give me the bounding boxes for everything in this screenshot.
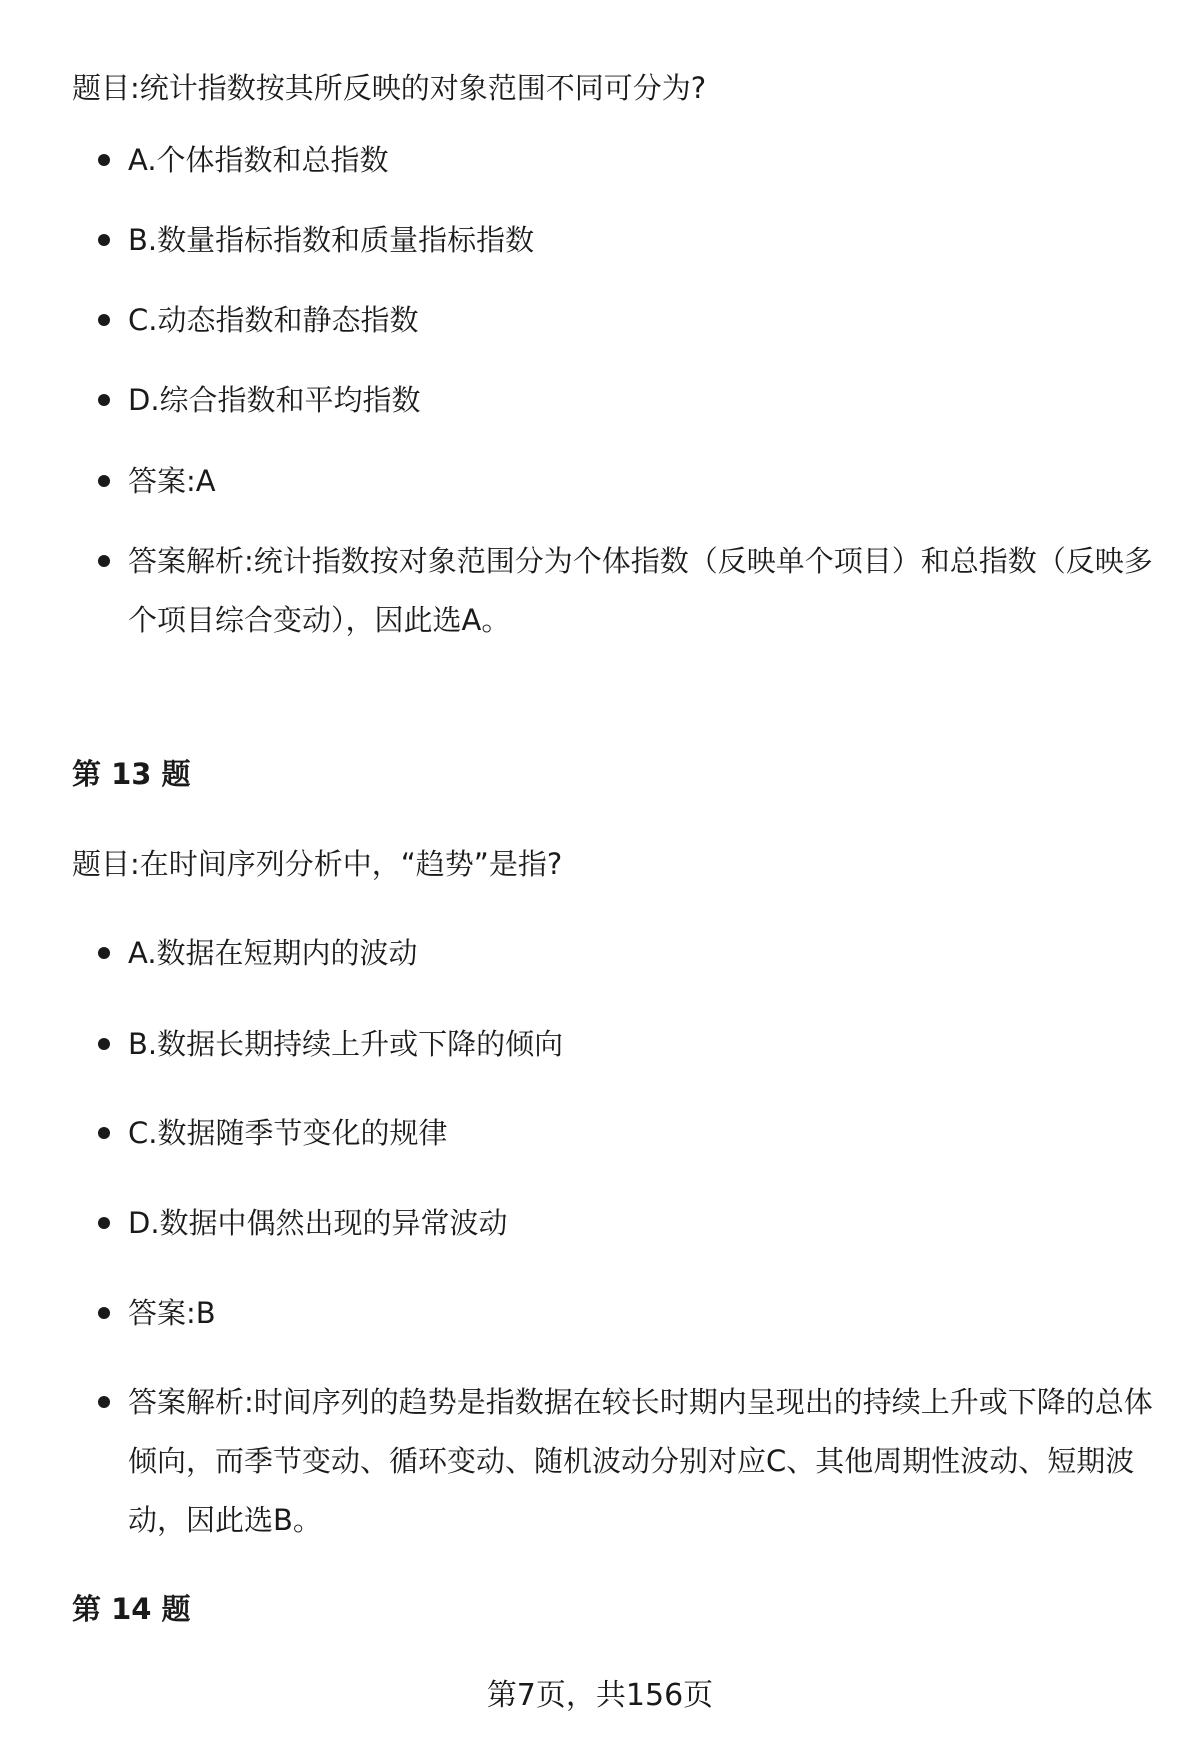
option-label: C.动态指数和静态指数 (128, 303, 419, 337)
bullet-icon (98, 394, 110, 406)
bullet-icon (98, 1127, 110, 1139)
question-13-answer (98, 1284, 1158, 1343)
bullet-icon (98, 1217, 110, 1229)
bullet-icon (98, 1038, 110, 1050)
option-label: D.数据中偶然出现的异常波动 (128, 1206, 508, 1240)
explanation-text: 答案解析:统计指数按对象范围分为个体指数（反映单个项目）和总指数（反映多个项目综合变动），因此选A。 (128, 544, 1153, 637)
question-14-heading: 第 14 题 (72, 1592, 191, 1626)
option-label: B.数据长期持续上升或下降的倾向 (128, 1027, 564, 1061)
option-label: D.综合指数和平均指数 (128, 383, 421, 417)
question-13-heading: 第 13 题 (72, 757, 191, 791)
question-13-option-d (98, 1194, 1158, 1253)
question-12-explanation (98, 532, 1158, 650)
bullet-icon (98, 947, 110, 959)
bullet-icon (98, 234, 110, 246)
bullet-icon (98, 1396, 110, 1408)
bullet-icon (98, 475, 110, 487)
bullet-icon (98, 1307, 110, 1319)
bullet-icon (98, 314, 110, 326)
question-12-option-c (98, 291, 1158, 350)
question-13-option-a (98, 924, 1158, 983)
question-13-option-c (98, 1104, 1158, 1163)
question-12-answer (98, 452, 1158, 511)
answer-label: 答案:B (128, 1296, 216, 1330)
bullet-icon (98, 555, 110, 567)
question-12-text: 题目:统计指数按其所反映的对象范围不同可分为? (72, 71, 707, 105)
question-13-option-b (98, 1015, 1158, 1074)
option-label: A.数据在短期内的波动 (128, 936, 418, 970)
bullet-icon (98, 154, 110, 166)
question-12-option-a (98, 131, 1158, 190)
option-label: A.个体指数和总指数 (128, 143, 389, 177)
question-12-option-d (98, 371, 1158, 430)
question-13-explanation (98, 1373, 1158, 1550)
question-13-text: 题目:在时间序列分析中，“趋势”是指? (72, 847, 563, 881)
answer-label: 答案:A (128, 464, 216, 498)
explanation-text: 答案解析:时间序列的趋势是指数据在较长时期内呈现出的持续上升或下降的总体倾向，而季节变动、循环变动、随机波动分别对应C、其他周期性波动、短期波动，因此选B。 (128, 1385, 1153, 1537)
option-label: C.数据随季节变化的规律 (128, 1116, 448, 1150)
question-12-option-b (98, 211, 1158, 270)
page-number: 第7页，共156页 (486, 1678, 714, 1713)
option-label: B.数量指标指数和质量指标指数 (128, 223, 535, 257)
